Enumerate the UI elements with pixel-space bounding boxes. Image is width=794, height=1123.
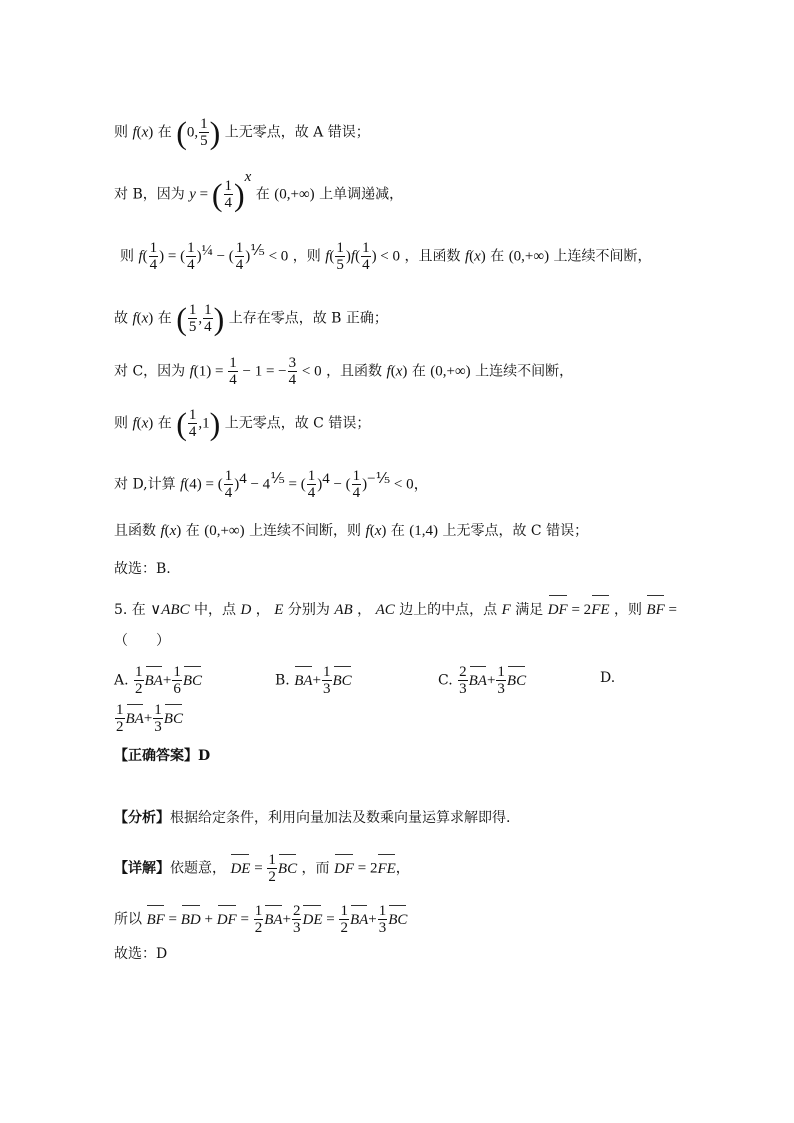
option-c: C. $\frac{2}{3}$ BA+ $\frac{1}{3}$ BC — [438, 664, 527, 697]
analysis-text: 根据给定条件，利用向量加法及数乘向量运算求解即得. — [170, 810, 511, 826]
option-d-label — [600, 668, 615, 688]
answer-choice-line — [114, 559, 171, 579]
text: 上连续不间断， — [475, 363, 574, 380]
text: 故选：B. — [114, 561, 171, 577]
detail-line-1: 【详解】依题意， DE = $\frac{1}{2}$ BC ，而 DF = 2FE， — [114, 852, 410, 885]
text: ，则 — [292, 248, 321, 265]
option-b: B. BA+ $\frac{1}{3}$ BC — [275, 664, 352, 697]
text: 在 — [255, 186, 270, 203]
text: ，且函数 — [326, 363, 383, 380]
detail-line-2: 所以 BF = BD + DF = $\frac{1}{2}$ BA+ $\frac{2}{3}$ DE = $\frac{1}{2}$ BA+ $\frac{1}{3}$ BC — [114, 903, 408, 936]
text: 在 — [390, 523, 405, 539]
text: 上单调递减， — [319, 186, 404, 203]
text: 上无零点，故 C 错误； — [224, 415, 371, 432]
option-label: D. — [600, 670, 616, 686]
option-d: $\frac{1}{2}$ BA+ $\frac{1}{3}$ BC — [116, 702, 183, 735]
text: 且函数 — [114, 523, 156, 539]
text: 对 D,计算 — [114, 476, 176, 493]
analysis-label: 【分析】 — [114, 810, 170, 826]
solution-line-c-calc: 对 C，因为 f(1) = $\frac{1}{4}$ − 1 = − $\frac{3}{4}$ < 0 ，且函数 f(x) 在 (0,+∞) 上连续不间断， — [114, 355, 574, 388]
text: 上存在零点，故 B 正确； — [228, 310, 388, 327]
solution-line-d-calc: 对 D,计算 f(4) = ( $\frac{1}{4}$ )$^4 - 4^{\frac{1}{5}}$ = ( $\frac{1}{4}$ )$^4$ − ( $\frac{1}{4}$ )$^{-\frac{1}{5}}$ < 0， — [114, 468, 429, 501]
detail-label: 【详解】 — [114, 860, 170, 877]
solution-line-b-calc: 则 f( $\frac{1}{4}$ ) = ( $\frac{1}{4}$ )$^{\frac{1}{4}}$ − ( $\frac{1}{4}$ )$^{\frac{1}{5}}$ < 0 ，则 f( $\frac{1}{5}$ )f( $\frac{1}{4}$ ) < 0 ，且函数 f(x) 在 (0,+∞) 上连续不间断， — [120, 240, 652, 273]
text: 【正确答案】D — [114, 748, 211, 764]
solution-line-a-zero: 则 f(x) 在 (0, $\frac{1}{5}$ ) 上无零点，故 A 错误； — [114, 114, 370, 151]
text: ，而 — [301, 860, 330, 877]
option-label: B. — [275, 672, 290, 689]
text: 上无零点，故 C 错误； — [442, 523, 589, 539]
solution-line-d-conclusion: 且函数 f(x) 在 (0,+∞) 上连续不间断，则 f(x) 在 (1,4) 上无零点，故 C 错误； — [114, 523, 589, 539]
text: 上连续不间断， — [553, 248, 652, 265]
text: 故 — [114, 310, 128, 327]
text: ，则 — [613, 602, 642, 618]
option-a: A. $\frac{1}{2}$ BA+ $\frac{1}{6}$ BC — [114, 664, 202, 697]
solution-line-c-conclusion: 则 f(x) 在 ( $\frac{1}{4}$ ,1) 上无零点，故 C 错误； — [114, 405, 371, 442]
solution-line-b-monotone: 对 B，因为 y = ( $\frac{1}{4}$ )$^x$ 在 (0,+∞) 上单调递减， — [114, 168, 404, 213]
text: （ ） — [114, 633, 170, 649]
solution-line-b-conclusion: 故 f(x) 在 ( $\frac{1}{5}$ , $\frac{1}{4}$ ) 上存在零点，故 B 正确； — [114, 300, 388, 337]
final-answer — [114, 944, 167, 964]
math-fx: f — [132, 124, 137, 141]
text: 对 B，因为 — [114, 186, 185, 203]
text: 5. 在 — [114, 602, 146, 618]
text: 在 — [185, 523, 200, 539]
text: 所以 — [114, 911, 142, 928]
text: 在 — [157, 310, 172, 327]
text: 分别为 — [287, 602, 330, 618]
text: 故选：D — [114, 946, 168, 962]
text: 中，点 — [194, 602, 237, 618]
text: 在 — [157, 415, 172, 432]
correct-answer — [114, 746, 210, 766]
text: ， — [255, 602, 270, 618]
text: 依题意， — [170, 860, 226, 877]
text: 在 — [411, 363, 426, 380]
text: 边上的中点，点 — [399, 602, 498, 618]
text: 在 — [157, 124, 172, 141]
text: 满足 — [515, 602, 544, 618]
option-label: C. — [438, 672, 453, 689]
text: 则 — [120, 248, 134, 265]
text: 则 — [114, 415, 128, 432]
text: ， — [357, 602, 372, 618]
text: 上连续不间断，则 — [249, 523, 362, 539]
text: 对 C，因为 — [114, 363, 186, 380]
text: 上无零点，故 A 错误； — [224, 124, 370, 141]
option-label: A. — [114, 672, 129, 689]
question-5-paren — [114, 631, 170, 651]
analysis — [114, 808, 510, 828]
text: ， — [395, 860, 410, 877]
text: 则 — [114, 124, 128, 141]
question-5-stem: 5. 在 ∨ABC 中，点 D ， E 分别为 AB ， AC 边上的中点，点 F 满足 DF = 2FE ，则 BF = — [114, 594, 677, 620]
text: 在 — [490, 248, 505, 265]
text: ，且函数 — [404, 248, 461, 265]
